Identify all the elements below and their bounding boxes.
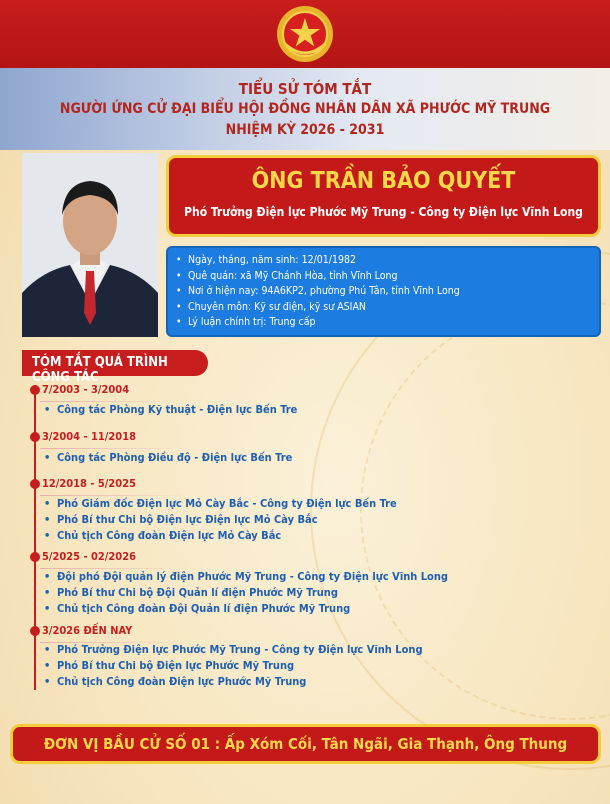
section-title: TÓM TẮT QUÁ TRÌNH CÔNG TÁC [22, 350, 208, 376]
bullet-icon: • [176, 285, 182, 297]
period-label: 5/2025 - 02/2026 [42, 550, 136, 563]
bullet-icon: • [44, 659, 51, 672]
period-label: 3/2004 - 11/2018 [42, 430, 136, 443]
timeline-item: • Chủ tịch Công đoàn Đội Quản lí điện Phước Mỹ Trung [44, 602, 351, 615]
page-subtitle: NGƯỜI ỨNG CỬ ĐẠI BIỂU HỘI ĐỒNG NHÂN DÂN XÃ PHƯỚC MỸ TRUNG [59, 101, 551, 117]
bullet-icon: • [44, 497, 51, 510]
info-row-political [176, 315, 599, 331]
bullet-icon: • [44, 403, 51, 416]
period-underline [40, 401, 180, 402]
bullet-icon: • [44, 570, 51, 583]
info-profession: Chuyên môn: Kỹ sư điện, kỹ sư ASIAN [188, 300, 366, 313]
timeline-dot-icon [30, 385, 40, 395]
bullet-icon: • [44, 586, 51, 599]
period-underline [40, 568, 190, 569]
timeline-dot-icon [30, 626, 40, 636]
candidate-photo [22, 153, 158, 337]
timeline-item: • Phó Bí thư Chi bộ Đội Quản lí điện Phước Mỹ Trung [44, 586, 338, 599]
timeline-dot-icon [30, 479, 40, 489]
bullet-icon: • [44, 643, 51, 656]
top-banner [0, 0, 610, 68]
timeline-item: • Đội phó Đội quản lý điện Phước Mỹ Trung - Công ty Điện lực Vĩnh Long [44, 570, 448, 583]
bullet-icon: • [176, 254, 182, 266]
period-label: 3/2026 ĐẾN NAY [42, 624, 133, 637]
info-hometown: Quê quán: xã Mỹ Chánh Hòa, tỉnh Vĩnh Long [188, 269, 398, 282]
bullet-icon: • [44, 513, 51, 526]
period-label: 7/2003 - 3/2004 [42, 383, 130, 396]
name-card [166, 155, 601, 237]
info-row-birth [176, 253, 599, 269]
timeline-dot-icon [30, 432, 40, 442]
info-political: Lý luận chính trị: Trung cấp [188, 316, 316, 328]
national-emblem-icon [275, 4, 335, 64]
candidate-position: Phó Trưởng Điện lực Phước Mỹ Trung - Công ty Điện lực Vĩnh Long [184, 205, 583, 219]
timeline-dot-icon [30, 552, 40, 562]
bullet-icon: • [176, 269, 182, 282]
info-residence: Nơi ở hiện nay: 94A6KP2, phường Phú Tân, tỉnh Vĩnh Long [188, 285, 460, 297]
term-label: NHIỆM KỲ 2026 - 2031 [225, 122, 385, 138]
electoral-unit-text: ĐƠN VỊ BẦU CỬ SỐ 01 : Ấp Xóm Cối, Tân Ngãi, Gia Thạnh, Ông Thung [43, 735, 568, 753]
timeline-item: • Công tác Phòng Kỹ thuật - Điện lực Bến Tre [44, 403, 298, 416]
bullet-icon: • [44, 675, 51, 688]
personal-info-box [166, 246, 601, 337]
period-label: 12/2018 - 5/2025 [42, 477, 136, 490]
info-row-hometown [176, 269, 599, 285]
bullet-icon: • [176, 300, 182, 313]
period-underline [40, 448, 190, 449]
page-title: TIỂU SỬ TÓM TẮT [238, 80, 372, 98]
info-row-profession [176, 300, 599, 316]
timeline-item: • Phó Giám đốc Điện lực Mỏ Cày Bắc - Công ty Điện lực Bến Tre [44, 497, 397, 510]
info-row-residence [176, 284, 599, 300]
timeline-line [34, 385, 36, 690]
candidate-name: ÔNG TRẦN BẢO QUYẾT [251, 168, 516, 194]
timeline-item: • Công tác Phòng Điều độ - Điện lực Bến Tre [44, 451, 293, 464]
timeline-item: • Phó Bí thư Chi bộ Điện lực Điện lực Mỏ Cày Bắc [44, 513, 318, 526]
period-underline [40, 495, 190, 496]
electoral-unit-banner [10, 724, 601, 764]
bullet-icon: • [44, 602, 51, 615]
timeline-item: • Phó Bí thư Chi bộ Điện lực Phước Mỹ Trung [44, 659, 295, 672]
bullet-icon: • [44, 451, 51, 464]
info-birth: Ngày, tháng, năm sinh: 12/01/1982 [188, 254, 357, 266]
bullet-icon: • [44, 529, 51, 542]
timeline-item: • Phó Trưởng Điện lực Phước Mỹ Trung - Công ty Điện lực Vĩnh Long [44, 643, 423, 656]
timeline-item: • Chủ tịch Công đoàn Điện lực Phước Mỹ Trung [44, 675, 307, 688]
timeline-item: • Chủ tịch Công đoàn Điện lực Mỏ Cày Bắc [44, 529, 282, 542]
bullet-icon: • [176, 316, 182, 328]
